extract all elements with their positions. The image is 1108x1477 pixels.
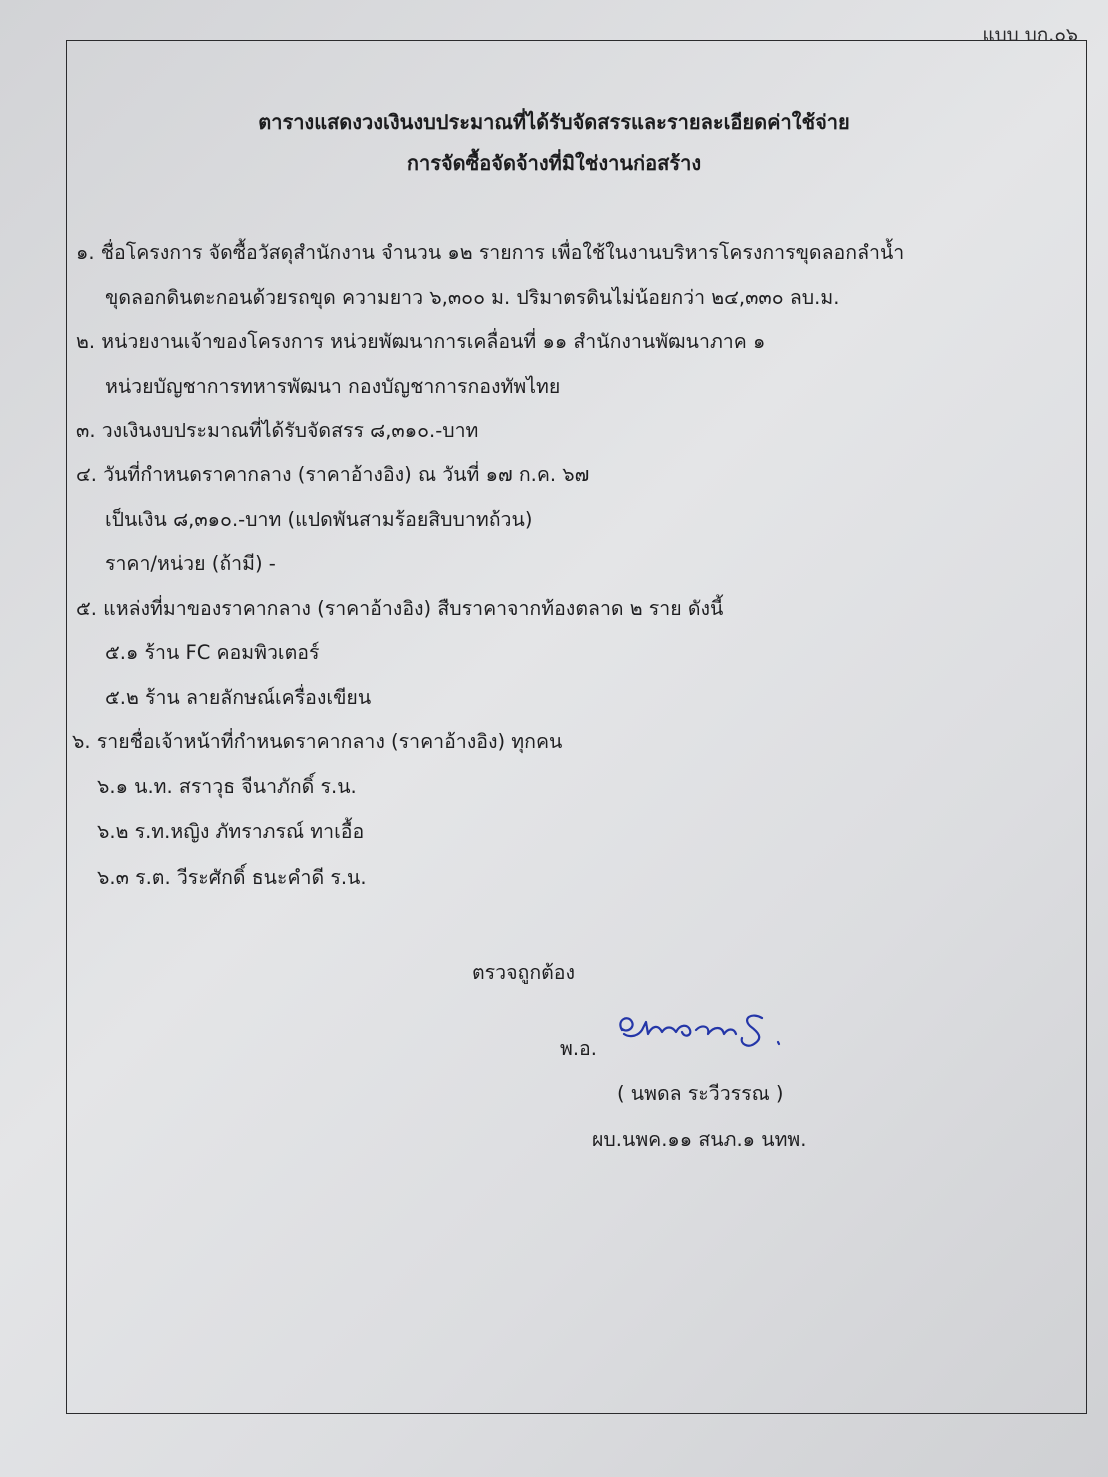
item-3-budget: ๓. วงเงินงบประมาณที่ได้รับจัดสรร ๘,๓๑๐.-บาท (76, 419, 479, 442)
item-1-project-name: ๑. ชื่อโครงการ จัดซื้อวัสดุสำนักงาน จำนวน ๑๒ รายการ เพื่อใช้ในงานบริหารโครงการขุดลอกลำน้ำ (76, 241, 905, 264)
signer-position: ผบ.นพค.๑๑ สนภ.๑ นทพ. (592, 1128, 807, 1151)
item-4-reference-date: ๔. วันที่กำหนดราคากลาง (ราคาอ้างอิง) ณ วันที่ ๑๗ ก.ค. ๖๗ (76, 463, 590, 486)
item-2-owner-unit: ๒. หน่วยงานเจ้าของโครงการ หน่วยพัฒนาการเคลื่อนที่ ๑๑ สำนักงานพัฒนาภาค ๑ (76, 330, 766, 353)
document-title-line-2: การจัดซื้อจัดจ้างที่มิใช่งานก่อสร้าง (406, 151, 702, 175)
item-4-amount: เป็นเงิน ๘,๓๑๐.-บาท (แปดพันสามร้อยสิบบาทถ้วน) (105, 508, 533, 531)
item-5-price-source: ๕. แหล่งที่มาของราคากลาง (ราคาอ้างอิง) สืบราคาจากท้องตลาด ๒ ราย ดังนี้ (76, 597, 724, 620)
certify-label: ตรวจถูกต้อง (472, 961, 576, 984)
item-5-2-vendor: ๕.๒ ร้าน ลายลักษณ์เครื่องเขียน (105, 686, 372, 709)
handwritten-signature (612, 1008, 792, 1052)
signer-name: ( นพดล ระวีวรรณ ) (617, 1082, 784, 1105)
item-1-project-detail: ขุดลอกดินตะกอนด้วยรถขุด ความยาว ๖,๓๐๐ ม. ปริมาตรดินไม่น้อยกว่า ๒๔,๓๓๐ ลบ.ม. (105, 286, 840, 309)
document-title-line-1: ตารางแสดงวงเงินงบประมาณที่ได้รับจัดสรรและรายละเอียดค่าใช้จ่าย (258, 110, 850, 134)
item-4-unit-price: ราคา/หน่วย (ถ้ามี) - (105, 552, 276, 575)
item-2-owner-command: หน่วยบัญชาการทหารพัฒนา กองบัญชาการกองทัพไทย (105, 375, 561, 398)
item-6-2-officer: ๖.๒ ร.ท.หญิง ภัทราภรณ์ ทาเอื้อ (97, 820, 365, 843)
item-6-officers-heading: ๖. รายชื่อเจ้าหน้าที่กำหนดราคากลาง (ราคาอ้างอิง) ทุกคน (72, 730, 563, 753)
item-6-1-officer: ๖.๑ น.ท. สราวุธ จีนาภักดิ์ ร.น. (97, 775, 357, 798)
form-code: แบบ บก.๐๖ (982, 24, 1078, 46)
item-5-1-vendor: ๕.๑ ร้าน FC คอมพิวเตอร์ (105, 641, 320, 664)
item-6-3-officer: ๖.๓ ร.ต. วีระศักดิ์ ธนะคำดี ร.น. (97, 866, 367, 889)
signer-rank: พ.อ. (560, 1037, 597, 1060)
